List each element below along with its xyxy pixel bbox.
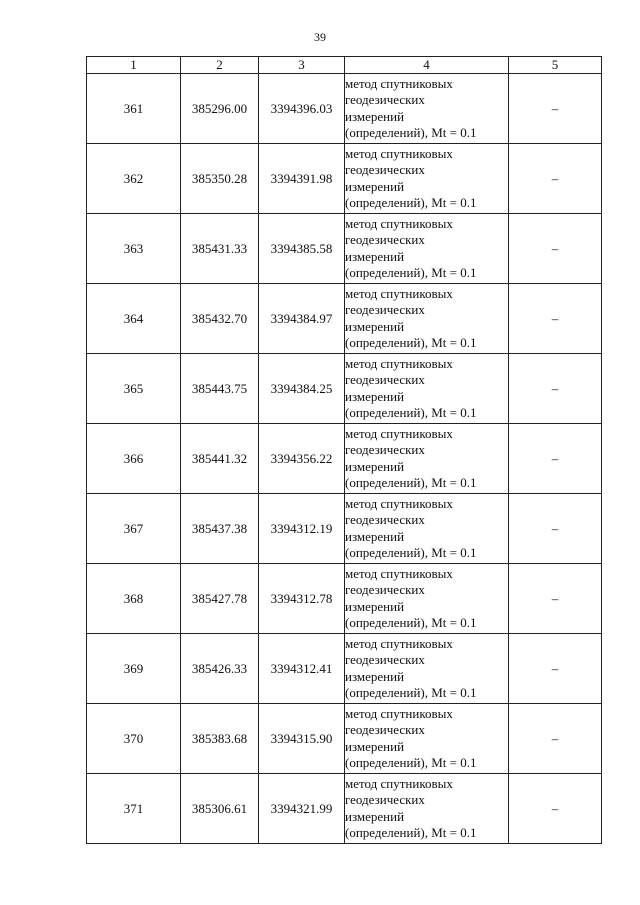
coordinate-y: 3394312.41 bbox=[259, 634, 345, 704]
method-description bbox=[345, 774, 509, 844]
method-description bbox=[345, 144, 509, 214]
point-number: 364 bbox=[87, 284, 181, 354]
coordinate-x: 385296.00 bbox=[181, 74, 259, 144]
coordinate-y: 3394384.97 bbox=[259, 284, 345, 354]
method-line: (определений), Mt = 0.1 bbox=[345, 125, 477, 140]
method-line: (определений), Mt = 0.1 bbox=[345, 405, 477, 420]
point-number: 370 bbox=[87, 704, 181, 774]
note-dash: – bbox=[509, 214, 602, 284]
coordinate-y: 3394396.03 bbox=[259, 74, 345, 144]
note-dash: – bbox=[509, 424, 602, 494]
point-number: 369 bbox=[87, 634, 181, 704]
method-line: геодезических bbox=[345, 232, 425, 247]
method-description bbox=[345, 74, 509, 144]
note-dash: – bbox=[509, 284, 602, 354]
method-line: (определений), Mt = 0.1 bbox=[345, 475, 477, 490]
table-row bbox=[87, 354, 602, 424]
method-line: метод спутниковых bbox=[345, 705, 453, 721]
coordinate-x: 385437.38 bbox=[181, 494, 259, 564]
coordinate-y: 3394312.19 bbox=[259, 494, 345, 564]
coordinate-y: 3394356.22 bbox=[259, 424, 345, 494]
point-number: 367 bbox=[87, 494, 181, 564]
coordinate-x: 385427.78 bbox=[181, 564, 259, 634]
method-line: геодезических bbox=[345, 722, 425, 737]
method-line: (определений), Mt = 0.1 bbox=[345, 195, 477, 210]
method-line: измерений bbox=[345, 458, 405, 474]
coordinate-y: 3394312.78 bbox=[259, 564, 345, 634]
method-description bbox=[345, 214, 509, 284]
method-line: геодезических bbox=[345, 302, 425, 317]
table-row bbox=[87, 424, 602, 494]
coordinate-y: 3394315.90 bbox=[259, 704, 345, 774]
coordinate-y: 3394321.99 bbox=[259, 774, 345, 844]
note-dash: – bbox=[509, 74, 602, 144]
point-number: 368 bbox=[87, 564, 181, 634]
method-description bbox=[345, 494, 509, 564]
point-number: 366 bbox=[87, 424, 181, 494]
method-description bbox=[345, 634, 509, 704]
method-line: геодезических bbox=[345, 582, 425, 597]
method-line: (определений), Mt = 0.1 bbox=[345, 265, 477, 280]
header-row bbox=[87, 57, 602, 74]
table-row bbox=[87, 494, 602, 564]
note-dash: – bbox=[509, 774, 602, 844]
method-line: геодезических bbox=[345, 792, 425, 807]
method-line: геодезических bbox=[345, 512, 425, 527]
method-line: геодезических bbox=[345, 372, 425, 387]
method-description bbox=[345, 284, 509, 354]
method-line: (определений), Mt = 0.1 bbox=[345, 825, 477, 840]
coordinate-x: 385350.28 bbox=[181, 144, 259, 214]
point-number: 363 bbox=[87, 214, 181, 284]
method-line: геодезических bbox=[345, 92, 425, 107]
method-line: измерений bbox=[345, 108, 405, 124]
method-line: измерений bbox=[345, 528, 405, 544]
header-col-4: 4 bbox=[345, 57, 509, 74]
coordinate-x: 385426.33 bbox=[181, 634, 259, 704]
coordinate-x: 385431.33 bbox=[181, 214, 259, 284]
method-line: измерений bbox=[345, 248, 405, 264]
method-line: метод спутниковых bbox=[345, 215, 453, 231]
coordinate-y: 3394385.58 bbox=[259, 214, 345, 284]
note-dash: – bbox=[509, 494, 602, 564]
method-line: измерений bbox=[345, 598, 405, 614]
method-line: метод спутниковых bbox=[345, 355, 453, 371]
coordinate-x: 385443.75 bbox=[181, 354, 259, 424]
coordinate-x: 385432.70 bbox=[181, 284, 259, 354]
method-line: измерений bbox=[345, 808, 405, 824]
method-description bbox=[345, 704, 509, 774]
note-dash: – bbox=[509, 354, 602, 424]
note-dash: – bbox=[509, 564, 602, 634]
method-description bbox=[345, 424, 509, 494]
table-row bbox=[87, 214, 602, 284]
method-line: измерений bbox=[345, 738, 405, 754]
method-line: измерений bbox=[345, 388, 405, 404]
method-line: метод спутниковых bbox=[345, 425, 453, 441]
coordinate-x: 385383.68 bbox=[181, 704, 259, 774]
page-number: 39 bbox=[314, 30, 326, 44]
method-line: геодезических bbox=[345, 652, 425, 667]
method-line: метод спутниковых bbox=[345, 495, 453, 511]
method-line: измерений bbox=[345, 318, 405, 334]
method-line: измерений bbox=[345, 178, 405, 194]
point-number: 362 bbox=[87, 144, 181, 214]
table-row bbox=[87, 704, 602, 774]
method-line: (определений), Mt = 0.1 bbox=[345, 335, 477, 350]
note-dash: – bbox=[509, 704, 602, 774]
header-col-5: 5 bbox=[509, 57, 602, 74]
header-col-2: 2 bbox=[181, 57, 259, 74]
table-row bbox=[87, 564, 602, 634]
method-line: (определений), Mt = 0.1 bbox=[345, 685, 477, 700]
method-line: метод спутниковых bbox=[345, 565, 453, 581]
coordinate-x: 385441.32 bbox=[181, 424, 259, 494]
method-description bbox=[345, 354, 509, 424]
point-number: 365 bbox=[87, 354, 181, 424]
coordinate-y: 3394384.25 bbox=[259, 354, 345, 424]
coordinate-x: 385306.61 bbox=[181, 774, 259, 844]
method-line: геодезических bbox=[345, 442, 425, 457]
note-dash: – bbox=[509, 144, 602, 214]
method-description bbox=[345, 564, 509, 634]
point-number: 371 bbox=[87, 774, 181, 844]
method-line: (определений), Mt = 0.1 bbox=[345, 545, 477, 560]
table-row bbox=[87, 634, 602, 704]
method-line: метод спутниковых bbox=[345, 75, 453, 91]
point-number: 361 bbox=[87, 74, 181, 144]
coordinate-y: 3394391.98 bbox=[259, 144, 345, 214]
header-col-1: 1 bbox=[87, 57, 181, 74]
table-row bbox=[87, 284, 602, 354]
method-line: измерений bbox=[345, 668, 405, 684]
header-col-3: 3 bbox=[259, 57, 345, 74]
method-line: метод спутниковых bbox=[345, 285, 453, 301]
method-line: метод спутниковых bbox=[345, 635, 453, 651]
coordinates-table bbox=[86, 56, 602, 844]
method-line: (определений), Mt = 0.1 bbox=[345, 755, 477, 770]
method-line: (определений), Mt = 0.1 bbox=[345, 615, 477, 630]
table-row bbox=[87, 74, 602, 144]
table-row bbox=[87, 144, 602, 214]
table-row bbox=[87, 774, 602, 844]
method-line: метод спутниковых bbox=[345, 775, 453, 791]
method-line: метод спутниковых bbox=[345, 145, 453, 161]
method-line: геодезических bbox=[345, 162, 425, 177]
note-dash: – bbox=[509, 634, 602, 704]
